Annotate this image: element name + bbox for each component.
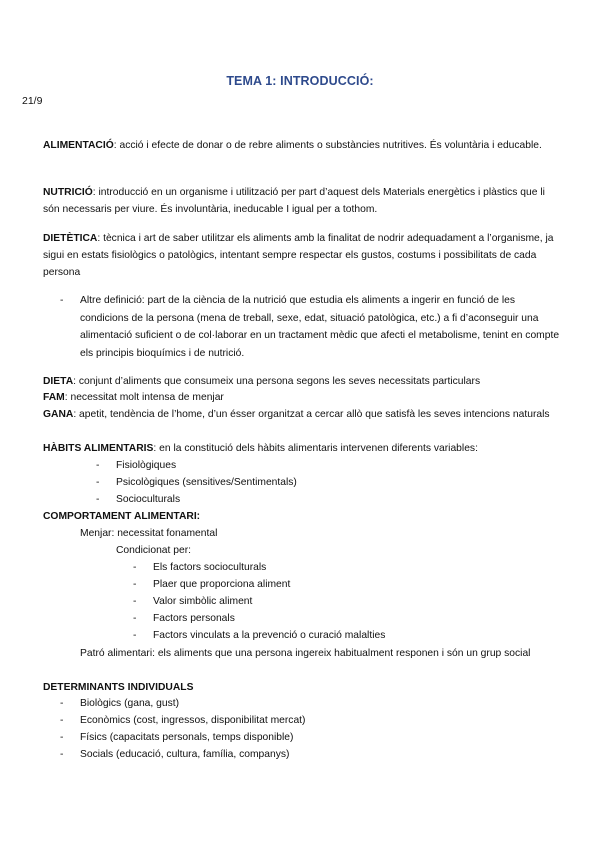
term: GANA	[43, 409, 74, 420]
list-item-text: Socials (educació, cultura, família, companys)	[80, 749, 290, 760]
list-item-text: Físics (capacitats personals, temps disponible)	[80, 732, 294, 743]
definition-text: : tècnica i art de saber utilitzar els aliments amb la finalitat de nodrir adequadament a l’organisme, ja sigui en estats fisiològics o patològics, intentant sempre respectar els gustos, costums i possibilitats de cada persona	[43, 233, 554, 278]
list-item-text: Els factors socioculturals	[153, 562, 267, 573]
list-item-text: Plaer que proporciona aliment	[153, 579, 291, 590]
altre-definicio-text: Altre definició: part de la ciència de la nutrició que estudia els aliments a ingerir en funció de les condicions de la persona (mena de treball, sexe, edat, situació patològica, etc.) a fi d’aconseguir una alimentació suficient o de col·laborar en un tractament mèdic que afecti el metabolisme, tenint en compte els principis bioquímics i de nutrició.	[80, 295, 560, 359]
page-title: TEMA 1: INTRODUCCIÓ:	[226, 74, 374, 88]
dash-bullet: -	[133, 630, 137, 641]
list-item	[60, 746, 289, 763]
dash-bullet: -	[60, 732, 64, 743]
list-item-text: Factors personals	[153, 613, 235, 624]
dash-bullet: -	[96, 494, 100, 505]
list-item-text: Valor simbòlic aliment	[153, 596, 253, 607]
list-item-text: Factors vinculats a la prevenció o curació malalties	[153, 630, 386, 641]
definition-text: : necessitat molt intensa de menjar	[64, 392, 224, 403]
comportament-heading	[43, 508, 200, 525]
condicionat-line: Condicionat per:	[116, 545, 191, 556]
definition-alimentacio	[43, 137, 563, 154]
list-item-text: Fisiològiques	[116, 460, 177, 471]
list-item	[133, 576, 290, 593]
definition-dieta	[43, 373, 563, 390]
term: NUTRICIÓ	[43, 187, 93, 198]
date-label: 21/9	[22, 95, 43, 107]
term: HÀBITS ALIMENTARIS	[43, 443, 154, 454]
definition-habits	[43, 440, 563, 457]
list-item	[133, 593, 252, 610]
list-item	[60, 712, 305, 729]
definition-text: : apetit, tendència de l’home, d’un ésser organitzat a cercar allò que satisfà les seves intencions naturals	[73, 409, 550, 420]
dash-bullet: -	[133, 613, 137, 624]
definition-text: : conjunt d’aliments que consumeix una persona segons les seves necessitats particulars	[73, 376, 481, 387]
list-item	[96, 491, 180, 508]
dash-bullet: -	[96, 460, 100, 471]
list-item	[96, 474, 297, 491]
dash-bullet: -	[133, 562, 137, 573]
term: ALIMENTACIÓ	[43, 140, 114, 151]
term: DIETA	[43, 376, 74, 387]
term: DIETÈTICA	[43, 233, 98, 244]
dash-bullet: -	[60, 295, 64, 306]
dash-bullet: -	[60, 698, 64, 709]
definition-gana	[43, 406, 563, 423]
list-item	[133, 627, 385, 644]
list-item	[133, 610, 235, 627]
determinants-heading	[43, 679, 193, 696]
definition-text: : en la constitució dels hàbits alimentaris intervenen diferents variables:	[153, 443, 478, 454]
dash-bullet: -	[60, 715, 64, 726]
definition-text: : introducció en un organisme i utilització per part d’aquest dels Materials energètics i plàstics que li són necessaris per viure. És involuntària, ineducable I igual per a tothom.	[43, 187, 545, 215]
definition-dietetica	[43, 230, 563, 281]
list-item-text: Econòmics (cost, ingressos, disponibilitat mercat)	[80, 715, 306, 726]
dash-bullet: -	[60, 749, 64, 760]
list-item	[60, 729, 293, 746]
patro-line: Patró alimentari: els aliments que una persona ingereix habitualment responen i són un grup social	[80, 648, 531, 659]
dash-bullet: -	[133, 596, 137, 607]
altre-definicio-item	[60, 292, 565, 362]
list-item-text: Psicològiques (sensitives/Sentimentals)	[116, 477, 297, 488]
list-item-text: Biològics (gana, gust)	[80, 698, 180, 709]
dash-bullet: -	[133, 579, 137, 590]
definition-nutricio	[43, 184, 563, 218]
definition-text: : acció i efecte de donar o de rebre aliments o substàncies nutritives. És voluntària i educable.	[113, 140, 542, 151]
section-heading: DETERMINANTS INDIVIDUALS	[43, 682, 194, 693]
definition-fam	[43, 389, 563, 406]
list-item	[96, 457, 176, 474]
list-item	[133, 559, 266, 576]
list-item-text: Socioculturals	[116, 494, 181, 505]
menjar-line: Menjar: necessitat fonamental	[80, 528, 218, 539]
dash-bullet: -	[96, 477, 100, 488]
term: FAM	[43, 392, 65, 403]
list-item	[60, 695, 179, 712]
section-heading: COMPORTAMENT ALIMENTARI:	[43, 511, 201, 522]
